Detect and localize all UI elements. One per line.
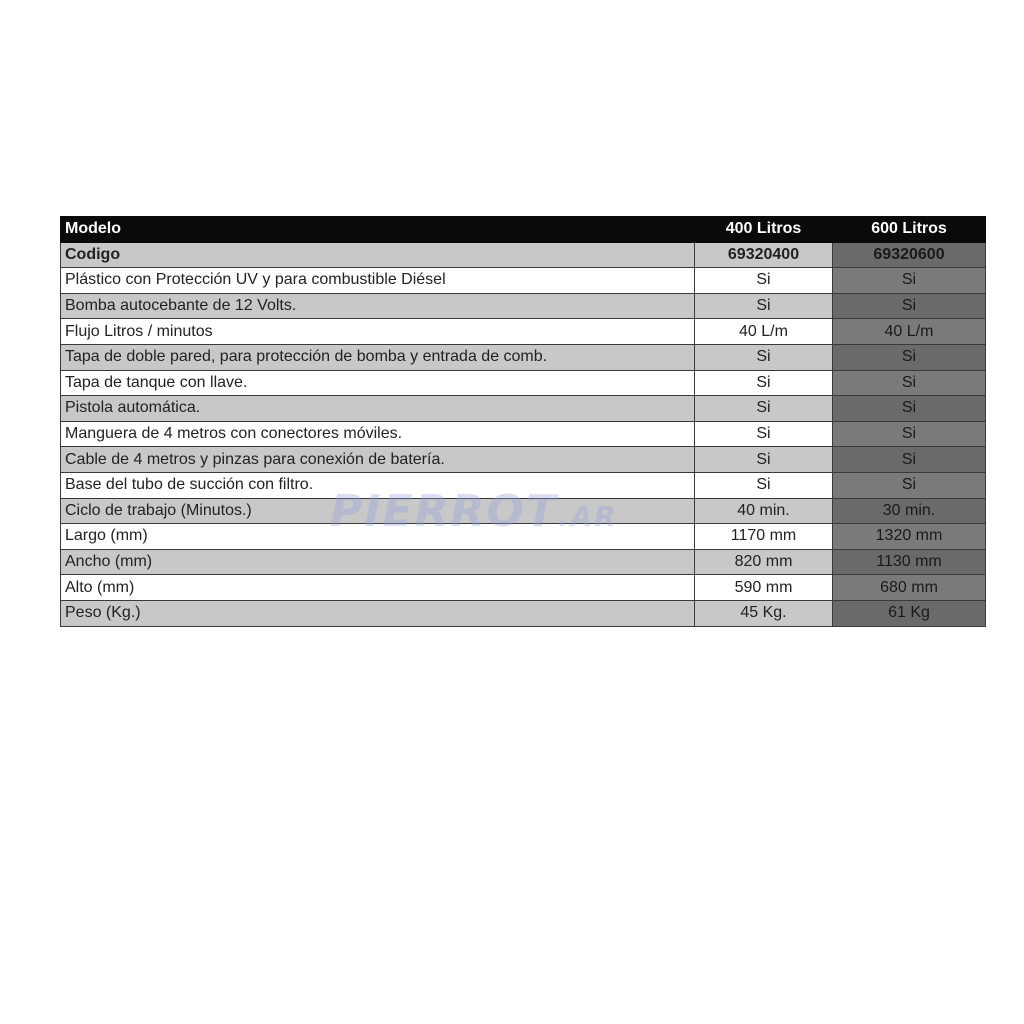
row-value-400: Si [695,268,833,294]
row-value-600: 1130 mm [833,549,986,575]
row-value-400: 69320400 [695,242,833,268]
table-row [61,242,986,268]
spec-table [60,216,986,627]
table-row [61,524,986,550]
row-value-600: 69320600 [833,242,986,268]
table-row [61,575,986,601]
row-value-400: 1170 mm [695,524,833,550]
table-row [61,549,986,575]
row-value-400: 40 min. [695,498,833,524]
row-label: Base del tubo de succión con filtro. [61,472,695,498]
row-value-400: Si [695,396,833,422]
row-value-600: Si [833,344,986,370]
row-value-400: Si [695,447,833,473]
row-value-600: Si [833,421,986,447]
row-value-400: Si [695,344,833,370]
row-label: Bomba autocebante de 12 Volts. [61,293,695,319]
row-value-600: 680 mm [833,575,986,601]
row-label: Plástico con Protección UV y para combustible Diésel [61,268,695,294]
row-value-400: 820 mm [695,549,833,575]
row-value-600: 30 min. [833,498,986,524]
row-label: Flujo Litros / minutos [61,319,695,345]
row-value-400: Si [695,293,833,319]
row-label: Manguera de 4 metros con conectores móviles. [61,421,695,447]
row-label: Ciclo de trabajo (Minutos.) [61,498,695,524]
table-row [61,421,986,447]
row-label: Tapa de tanque con llave. [61,370,695,396]
header-col-400: 400 Litros [695,217,833,243]
table-row [61,268,986,294]
header-label: Modelo [61,217,695,243]
row-value-400: Si [695,370,833,396]
table-row [61,472,986,498]
row-value-600: 61 Kg [833,600,986,626]
row-label: Peso (Kg.) [61,600,695,626]
row-value-400: Si [695,421,833,447]
row-value-600: Si [833,293,986,319]
row-value-400: 40 L/m [695,319,833,345]
row-label: Pistola automática. [61,396,695,422]
watermark-suffix: .AR [557,500,618,533]
row-value-600: 40 L/m [833,319,986,345]
table-row [61,396,986,422]
row-value-600: Si [833,268,986,294]
watermark-main: PIERROT [330,486,558,537]
row-label: Ancho (mm) [61,549,695,575]
row-value-600: Si [833,370,986,396]
table-row [61,447,986,473]
row-label: Largo (mm) [61,524,695,550]
table-row [61,293,986,319]
table-row [61,344,986,370]
row-value-600: Si [833,447,986,473]
row-value-600: Si [833,472,986,498]
header-col-600: 600 Litros [833,217,986,243]
row-value-400: Si [695,472,833,498]
row-value-600: 1320 mm [833,524,986,550]
row-label: Codigo [61,242,695,268]
row-value-600: Si [833,396,986,422]
table-row [61,370,986,396]
row-value-400: 45 Kg. [695,600,833,626]
table-row [61,319,986,345]
row-label: Alto (mm) [61,575,695,601]
header-row [61,217,986,243]
table-row [61,498,986,524]
table-row [61,600,986,626]
row-label: Tapa de doble pared, para protección de bomba y entrada de comb. [61,344,695,370]
row-label: Cable de 4 metros y pinzas para conexión de batería. [61,447,695,473]
row-value-400: 590 mm [695,575,833,601]
